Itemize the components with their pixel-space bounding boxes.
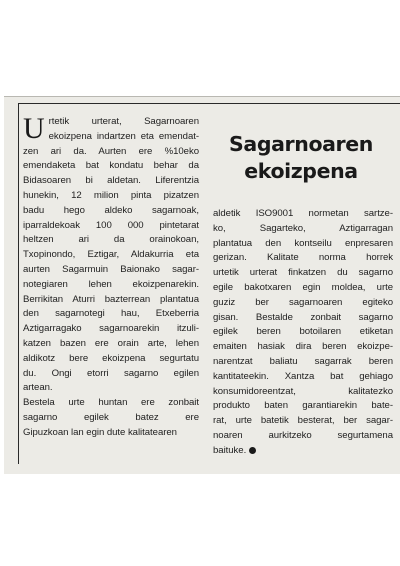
text-line: baituke. — [213, 444, 393, 459]
article-right-column — [213, 207, 393, 459]
text-line: egile bakotxaren egin moldea, urte — [213, 281, 393, 293]
text-line: Txopinondo, Eztigar, Aldakurria eta — [23, 249, 199, 261]
text-line: du. Ongi etorri sagarno egilen — [23, 367, 199, 379]
text-line: den sagarnotegi hau, Etxeberria — [23, 308, 199, 320]
text-line: emendaketa bat kondatu behar da — [23, 160, 199, 172]
text-line: urtetik urterat finkatzen du sagarno — [213, 267, 393, 279]
text-line: produkto baten garantiarekin bate- — [213, 400, 393, 412]
text-line: egilek beren botoilaren etiketan — [213, 326, 393, 338]
article-headline — [209, 131, 393, 185]
text-line: notegiaren lehen ekoizpenarekin. — [23, 278, 199, 290]
newspaper-clipping — [4, 96, 400, 474]
text-line: iparraldekoak 100 000 pintetarat — [23, 219, 199, 231]
text-line: gisan. Bestalde zonbait sagarno — [213, 311, 393, 323]
text-line: narentzat baliatu sagarrak beren — [213, 355, 393, 367]
text-line: heltzen ari da orainokoan, — [23, 234, 199, 246]
text-line: kantitateekin. Xantza bat gehiago — [213, 370, 393, 382]
article-left-column — [23, 112, 199, 441]
text-line: rat, urte batetik besterat, ber sagar- — [213, 415, 393, 427]
text-line: gerizan. Kalitate norma horrek — [213, 252, 393, 264]
headline-line: ekoizpena — [244, 159, 358, 183]
text-line: noaren aurkitzeko segurtamena — [213, 429, 393, 441]
text-line: zen ari da. Aurten ere %10eko — [23, 145, 199, 157]
text-line: Aztigarragako sagarnoarekin itzuli- — [23, 323, 199, 335]
text-line: badu hego aldeko sagarnoak, — [23, 204, 199, 216]
text-line: guziz ber sagarnoaren egiteko — [213, 296, 393, 308]
text-line: Bestela urte huntan ere zonbait — [23, 397, 199, 409]
article-first-line: rtetik urterat, Sagarnoaren — [48, 116, 199, 127]
drop-cap: U — [23, 112, 45, 145]
text-line: emaiten hasiak dira beren ekoizpe- — [213, 341, 393, 353]
text-line: aldetik ISO9001 normetan sartze- — [213, 208, 393, 219]
text-line: katzen bazen ere orain arte, lehen — [23, 337, 199, 349]
text-line: Bidasoaren bi aldetan. Liferentzia — [23, 175, 199, 187]
text-line: Berrikitan Aturri bazterrean plantatua — [23, 293, 199, 305]
frame-rule-left — [18, 103, 19, 464]
text-line: ekoizpena indartzen eta emendat- — [48, 130, 199, 142]
text-line: plantatua den kontseilu enpresaren — [213, 237, 393, 249]
text-line: ko, Sagarteko, Aztigarragan — [213, 222, 393, 234]
headline-line: Sagarnoaren — [229, 132, 373, 156]
text-line: sagarno egilek batez ere — [23, 411, 199, 423]
text-line: Gipuzkoan lan egin dute kalitatearen — [23, 426, 177, 438]
text-line: hunekin, 12 milion pinta pizatzen — [23, 189, 199, 201]
frame-rule-top — [18, 103, 400, 104]
text-line: konsumidoreentzat, kalitatezko — [213, 385, 393, 397]
end-mark-icon — [249, 447, 256, 454]
text-line: artean. — [23, 382, 53, 394]
text-line: aurten Sagarmuin Baionako sagar- — [23, 263, 199, 275]
text-line: aldikotz bere ekoizpena segurtatu — [23, 352, 199, 364]
